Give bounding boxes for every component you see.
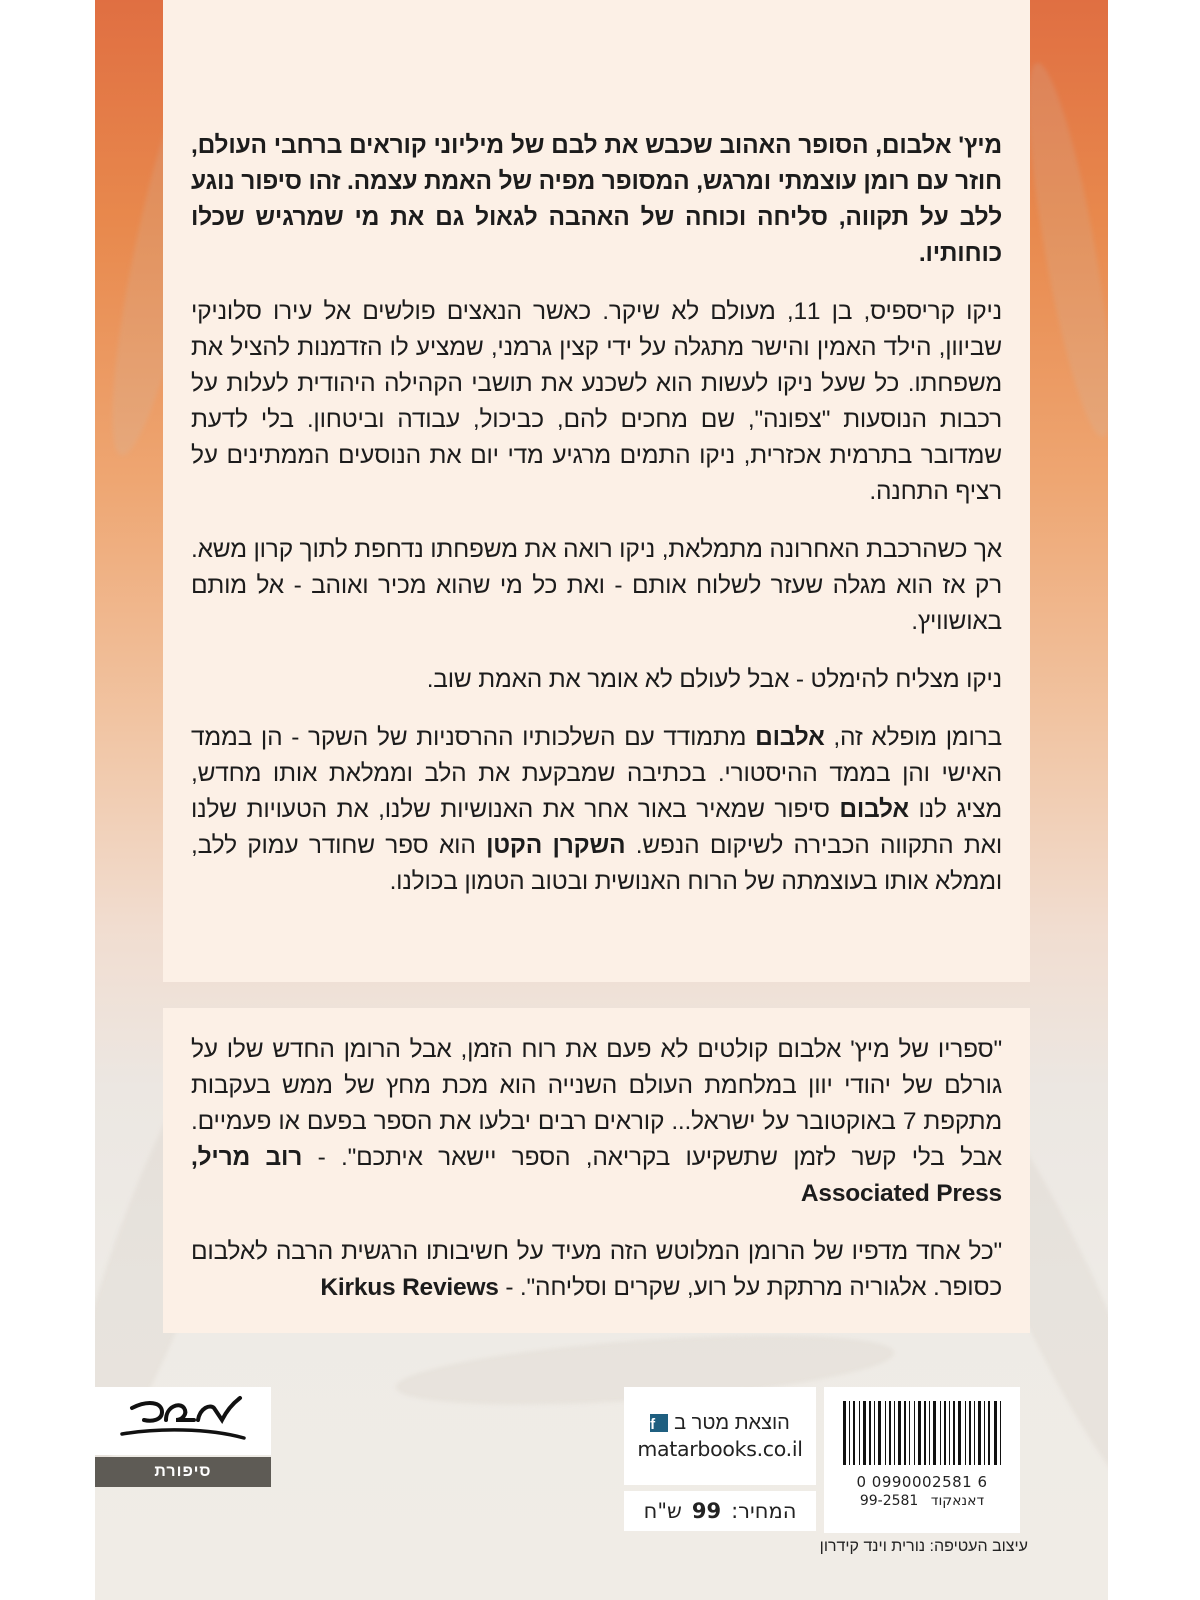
blurb-paragraph-3: אך כשהרכבת האחרונה מתמלאת, ניקו רואה את משפחתו נדחפת לתוך קרון משא. רק אז הוא מגלה שעזר לשלוח אותם - ואת כל מי שהוא מכיר ואוהב - אל מותם באושוויץ. [191,536,1002,635]
category-tag: סיפורת [95,1457,271,1487]
text-run: מתמודד עם השלכותיו ההרסניות של השקר - הן בממד האישי והן בממד ההיסטורי. בכתיבה שמבקעת את הלב וממלאת אותו מחדש, מציג לנו [191,724,1002,823]
publisher-info [624,1387,816,1485]
review-source: רוב מריל, Associated Press [191,1144,1002,1207]
review-quote [191,1234,1002,1306]
barcode-icon [843,1401,1001,1465]
cover-design-credit: עיצוב העטיפה: נורית וינד קידרון [819,1538,1028,1555]
publisher-website-link[interactable]: matarbooks.co.il [637,1436,803,1461]
danacode [860,1493,984,1509]
book-title-bold: השקרן הקטן [486,832,626,859]
barcode-number: 0 0990002581 6 [856,1473,988,1491]
blurb-paragraph-5 [191,720,1002,900]
price-value: 99 [691,1499,722,1523]
reviews-panel [163,1008,1030,1333]
blurb-paragraph-4: ניקו מצליח להימלט - אבל לעולם לא אומר את האמת שוב. [426,666,1002,693]
author-name-bold: אלבום [755,724,825,751]
price-label-box [624,1491,816,1531]
price-label: המחיר: [731,1499,797,1523]
publisher-logo [95,1387,271,1455]
text-run: סיפור שמאיר באור אחר את האנושיות שלנו, את הטעויות שלנו ואת התקווה הכבירה לשיקום הנפש. [191,796,1002,859]
matar-logo-icon [118,1394,248,1448]
review-text: "ספריו של מיץ' אלבום קולטים לא פעם את רוח הזמן, אבל הרומן החדש שלו על גורלם של יהודי יוון במלחמת העולם השנייה הוא מכת מחץ של ממש בעקבות מתקפת 7 באוקטובר על ישראל... קוראים רבים יבלעו את הספר בפעם או פעמיים. אבל בלי קשר לזמן שתשקיעו בקריאה, הספר יישאר איתכם". - [191,1036,1002,1171]
price-currency: ש"ח [643,1499,682,1523]
facebook-label: הוצאת מטר ב [674,1411,790,1434]
review-quote [191,1032,1002,1212]
blurb-paragraph-2: ניקו קריספיס, בן 11, מעולם לא שיקר. כאשר הנאצים פולשים אל עירו סלוניקי שביוון, הילד האמין והישר מתגלה על ידי קצין גרמני, שמציע לו הזדמנות להציל את משפחתו. כל שעל ניקו לעשות הוא לשכנע את תושבי הקהילה היהודית לעלות על רכבות הנוסעות "צפונה", שם מחכים להם, כביכול, עבודה וביטחון. בלי לדעת שמדובר בתרמית אכזרית, ניקו התמים מרגיע מדי יום את הנוסעים הממתינים על רציף התחנה. [191,298,1002,505]
facebook-line[interactable] [650,1412,790,1435]
facebook-icon[interactable]: f [650,1414,668,1432]
blurb-panel [163,0,1030,982]
blurb-lead-paragraph: מיץ' אלבום, הסופר האהוב שכבש את לבם של מיליוני קוראים ברחבי העולם, חוזר עם רומן עוצמתי ומרגש, המסופר מפיה של האמת עצמה. זהו סיפור נוגע ללב על תקווה, סליחה וכוחה של האהבה לגאול גם את מי שמרגיש שכלו כוחותיו. [191,132,1002,267]
text-run: הוא ספר שחודר עמוק ללב, וממלא אותו בעוצמתה של הרוח האנושית ובטוב הטמון בכולנו. [191,832,1002,895]
danacode-label: דאנאקוד [930,1493,985,1509]
author-name-bold: אלבום [839,796,909,823]
barcode-box [824,1387,1020,1533]
danacode-value: 99-2581 [859,1493,919,1509]
review-text: "כל אחד מדפיו של הרומן המלוטש הזה מעיד על חשיבותו הרגשית הרבה לאלבום כסופר. אלגוריה מרתקת על רוע, שקרים וסליחה". - [191,1238,1002,1301]
review-source: Kirkus Reviews [320,1274,499,1301]
text-run: ברומן מופלא זה, [824,724,1002,751]
